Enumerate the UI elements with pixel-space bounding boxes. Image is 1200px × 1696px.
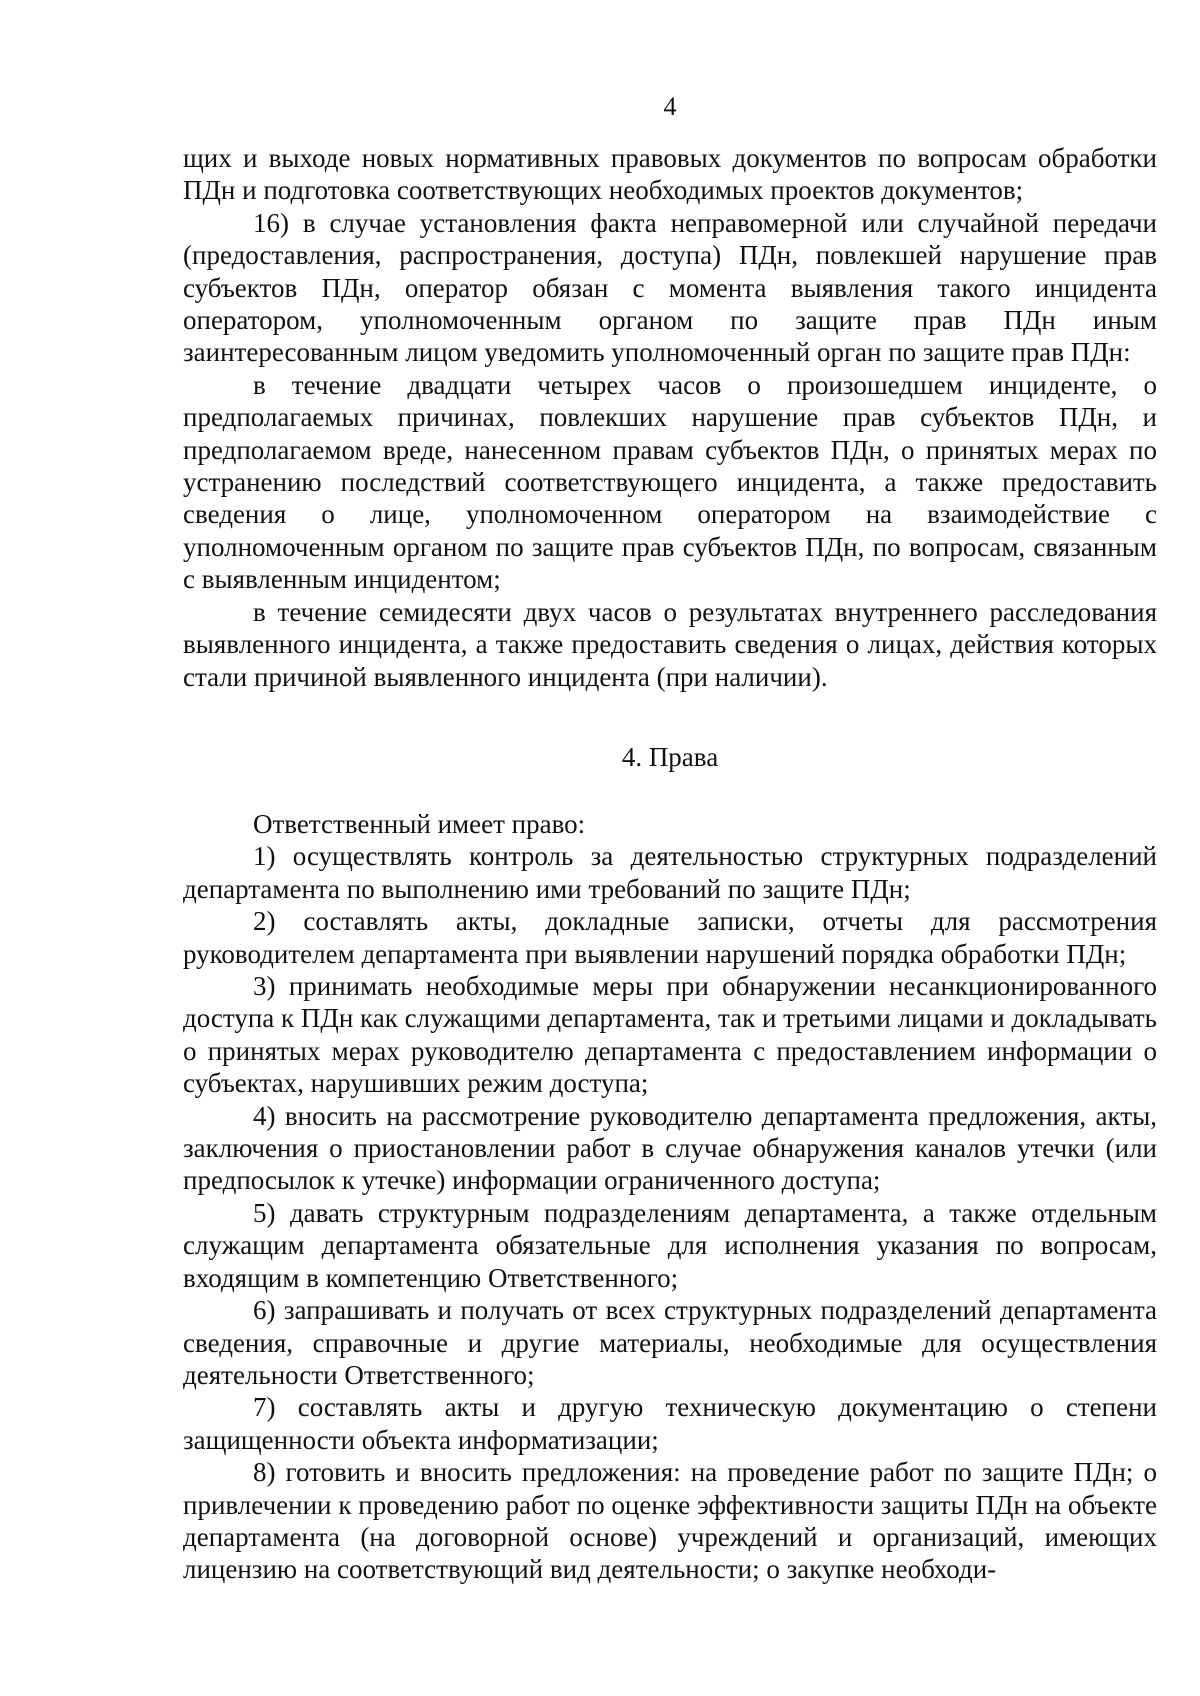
paragraph-24-hours: в течение двадцати четырех часов о произошедшем инциденте, о предполагаемых причинах, повлекших нарушение прав субъектов ПДн, и предполагаемом вреде, нанесенном правам субъектов ПДн, о принятых мерах по устранению последствий соответствующего инцидента, а также предоставить сведения о лице, уполномоченном оператором на взаимодействие с уполномоченным органом по защите прав субъектов ПДн, по вопросам, связанным с выявленным инцидентом; (183, 369, 1157, 595)
paragraph-72-hours: в течение семидесяти двух часов о результатах внутреннего расследования выявленного инцидента, а также предоставить сведения о лицах, действия которых стали причиной выявленного инцидента (при наличии). (183, 596, 1157, 692)
rights-item-8: 8) готовить и вносить предложения: на проведение работ по защите ПДн; о привлечении к проведению работ по оценке эффективности защиты ПДн на объекте департамента (на договорной основе) учреждений и организаций, имеющих лицензию на соответствующий вид деятельности; о закупке необходи- (183, 1457, 1157, 1585)
section-title: 4. Права (621, 742, 719, 772)
rights-item-2: 2) составлять акты, докладные записки, отчеты для рассмотрения руководителем департамента при выявлении нарушений порядка обработки ПДн; (183, 906, 1157, 969)
rights-intro: Ответственный имеет право: (253, 809, 586, 839)
rights-text-block (183, 808, 1157, 1586)
page-number: 4 (663, 92, 677, 121)
rights-item-1: 1) осуществлять контроль за деятельностью структурных подразделений департамента по выполнению ими требований по защите ПДн; (183, 841, 1157, 904)
paragraph-continuation: щих и выходе новых нормативных правовых документов по вопросам обработки ПДн и подготовка соответствующих необходимых проектов документов; (183, 143, 1157, 206)
rights-item-5: 5) давать структурным подразделениям департамента, а также отдельным служащим департамента обязательные для исполнения указания по вопросам, входящим в компетенцию Ответственного; (183, 1197, 1157, 1293)
rights-item-7: 7) составлять акты и другую техническую документацию о степени защищенности объекта информатизации; (183, 1392, 1157, 1455)
rights-item-3: 3) принимать необходимые меры при обнаружении несанкционированного доступа к ПДн как служащими департамента, так и третьими лицами и докладывать о принятых мерах руководителю департамента с предоставлением информации о субъектах, нарушивших режим доступа; (183, 971, 1157, 1099)
rights-item-6: 6) запрашивать и получать от всех структурных подразделений департамента сведения, справочные и другие материалы, необходимые для осуществления деятельности Ответственного; (183, 1295, 1157, 1390)
paragraph-item-16: 16) в случае установления факта неправомерной или случайной передачи (предоставления, распространения, доступа) ПДн, повлекшей нарушение прав субъектов ПДн, оператор обязан с момента выявления такого инцидента оператором, уполномоченным органом по защите прав ПДн иным заинтересованным лицом уведомить уполномоченный орган по защите прав ПДн: (183, 207, 1157, 368)
top-text-block (183, 142, 1157, 693)
rights-item-4: 4) вносить на рассмотрение руководителю департамента предложения, акты, заключения о приостановлении работ в случае обнаружения каналов утечки (или предпосылок к утечке) информации ограниченного доступа; (183, 1100, 1157, 1196)
